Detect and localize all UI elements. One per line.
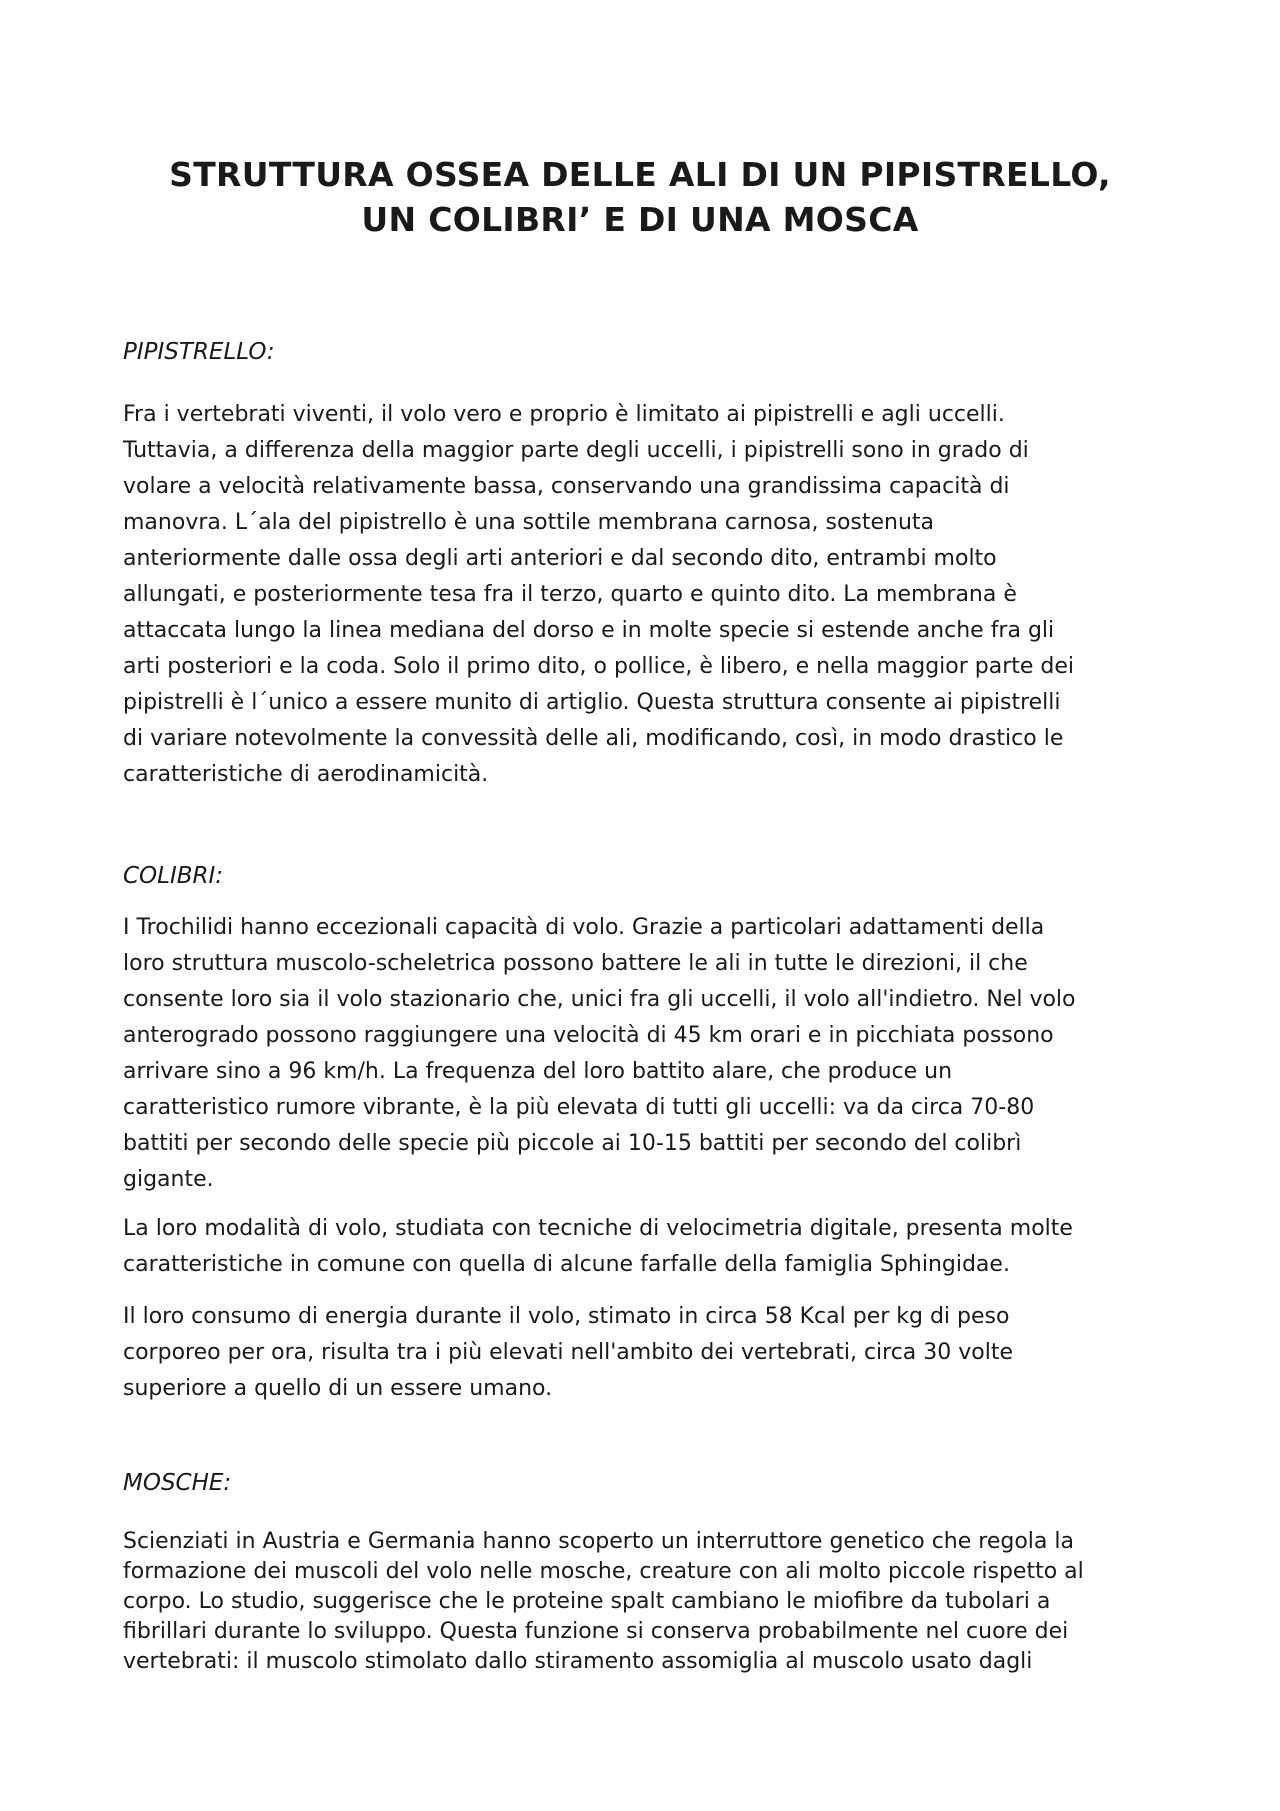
paragraph-pipistrello <box>123 397 1074 793</box>
text-line: corporeo per ora, risulta tra i più elevati nell'ambito dei vertebrati, circa 30 volte <box>123 1340 1014 1365</box>
text-line: Il loro consumo di energia durante il volo, stimato in circa 58 Kcal per kg di peso <box>123 1304 1010 1329</box>
text-line: allungati, e posteriormente tesa fra il terzo, quarto e quinto dito. La membrana è <box>123 582 1017 607</box>
text-line: pipistrelli è l´unico a essere munito di artiglio. Questa struttura consente ai pipistrelli <box>123 690 1061 715</box>
text-line: consente loro sia il volo stazionario che, unici fra gli uccelli, il volo all'indietro. Nel volo <box>123 987 1076 1012</box>
text-line: fibrillari durante lo sviluppo. Questa funzione si conserva probabilmente nel cuore dei <box>123 1619 1069 1644</box>
section-heading-pipistrello: PIPISTRELLO: <box>123 339 275 365</box>
title-line: STRUTTURA OSSEA DELLE ALI DI UN PIPISTRELLO, <box>169 155 1111 194</box>
paragraph-colibri-1 <box>123 910 1076 1198</box>
text-line: caratteristico rumore vibrante, è la più elevata di tutti gli uccelli: va da circa 70-80 <box>123 1095 1035 1120</box>
text-line: caratteristiche di aerodinamicità. <box>123 762 489 787</box>
paragraph-colibri-2 <box>123 1211 1073 1283</box>
text-line: I Trochilidi hanno eccezionali capacità di volo. Grazie a particolari adattamenti della <box>123 915 1045 940</box>
text-line: arti posteriori e la coda. Solo il primo dito, o pollice, è libero, e nella maggior parte dei <box>123 654 1075 679</box>
text-line: caratteristiche in comune con quella di alcune farfalle della famiglia Sphingidae. <box>123 1252 1010 1277</box>
text-line: anterogrado possono raggiungere una velocità di 45 km orari e in picchiata possono <box>123 1023 1054 1048</box>
text-line: di variare notevolmente la convessità delle ali, modificando, così, in modo drastico le <box>123 726 1064 751</box>
section-heading-colibri: COLIBRI: <box>123 863 224 889</box>
text-line: superiore a quello di un essere umano. <box>123 1376 553 1401</box>
title-line: UN COLIBRI’ E DI UNA MOSCA <box>361 200 919 239</box>
document-title <box>120 152 1160 242</box>
paragraph-mosche <box>123 1527 1084 1677</box>
text-line: anteriormente dalle ossa degli arti anteriori e dal secondo dito, entrambi molto <box>123 546 997 571</box>
text-line: arrivare sino a 96 km/h. La frequenza del loro battito alare, che produce un <box>123 1059 953 1084</box>
text-line: vertebrati: il muscolo stimolato dallo stiramento assomiglia al muscolo usato dagli <box>123 1649 1033 1674</box>
text-line: battiti per secondo delle specie più piccole ai 10-15 battiti per secondo del colibrì <box>123 1131 1022 1156</box>
text-line: volare a velocità relativamente bassa, conservando una grandissima capacità di <box>123 474 1010 499</box>
text-line: loro struttura muscolo-scheletrica possono battere le ali in tutte le direzioni, il che <box>123 951 1028 976</box>
text-line: La loro modalità di volo, studiata con tecniche di velocimetria digitale, presenta molte <box>123 1216 1073 1241</box>
text-line: Tuttavia, a differenza della maggior parte degli uccelli, i pipistrelli sono in grado di <box>123 438 1029 463</box>
text-line: formazione dei muscoli del volo nelle mosche, creature con ali molto piccole rispetto al <box>123 1559 1084 1584</box>
text-line: Scienziati in Austria e Germania hanno scoperto un interruttore genetico che regola la <box>123 1529 1074 1554</box>
text-line: attaccata lungo la linea mediana del dorso e in molte specie si estende anche fra gli <box>123 618 1055 643</box>
text-line: corpo. Lo studio, suggerisce che le proteine spalt cambiano le miofibre da tubolari a <box>123 1589 1051 1614</box>
text-line: Fra i vertebrati viventi, il volo vero e proprio è limitato ai pipistrelli e agli uccelli. <box>123 402 1005 427</box>
section-heading-mosche: MOSCHE: <box>123 1470 232 1496</box>
text-line: gigante. <box>123 1167 214 1192</box>
paragraph-colibri-3 <box>123 1299 1013 1407</box>
text-line: manovra. L´ala del pipistrello è una sottile membrana carnosa, sostenuta <box>123 510 935 535</box>
